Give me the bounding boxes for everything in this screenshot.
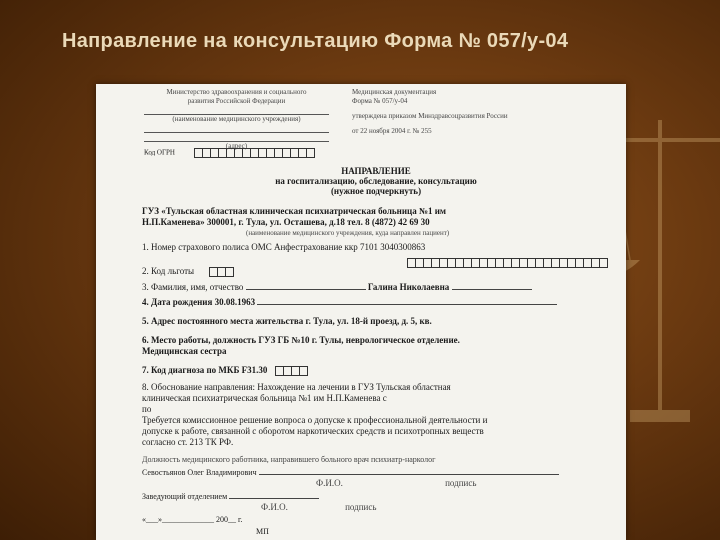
item-policy: [142, 242, 612, 253]
justification-line-5: допуске к работе, связанной с оборотом наркотических средств и психотропных веществ: [142, 426, 484, 436]
justification-line-1: 8. Обоснование направления: Нахождение на лечении в ГУЗ Тульская областная: [142, 382, 451, 392]
date-text: «___»_____________ 200__ г.: [142, 515, 243, 524]
benefit-label: 2. Код льготы: [142, 266, 195, 276]
diagnosis-code: 7. Код диагноза по МКБ F31.30: [142, 365, 268, 375]
doctor-captions: [316, 478, 576, 489]
order-date: от 22 ноября 2004 г. № 255: [352, 127, 432, 135]
doctor-signature-row: [142, 467, 612, 478]
institution-line-2: Н.П.Каменева» 300001, г. Тула, ул. Осташева, д.18 тел. 8 (4872) 42 69 30: [142, 217, 430, 227]
date-row: [142, 514, 612, 525]
head-captions: [261, 502, 461, 513]
target-institution: [142, 206, 602, 228]
justification-line-3: по: [142, 404, 152, 414]
item-birthdate: [142, 297, 612, 308]
fio-caption: Ф.И.О.: [316, 478, 343, 488]
approved-by: утверждена приказом Минздравсоцразвития России: [352, 112, 508, 120]
head-fio-caption: Ф.И.О.: [261, 502, 288, 512]
med-doc-label: Медицинская документация: [352, 88, 437, 96]
head-label: Заведующий отделением: [142, 492, 228, 501]
heading-subtitle: на госпитализацию, обследование, консультацию: [275, 176, 477, 186]
stamp-row: [256, 526, 626, 537]
address-caption: (адрес): [225, 142, 248, 150]
stamp-label: МП: [256, 527, 269, 536]
institution-line-1: ГУЗ «Тульская областная клиническая психиатрическая больница №1 им: [142, 206, 447, 216]
ministry-line-2: развития Российской Федерации: [187, 97, 286, 105]
document-heading: [236, 166, 516, 196]
sign-caption: подпись: [445, 478, 477, 488]
ogrn-label: Код ОГРН: [144, 148, 175, 157]
slide-title: Направление на консультацию Форма № 057/у-04: [62, 30, 569, 52]
address-text: 5. Адрес постоянного места жительства г. Тула, ул. 18-й проезд, д. 5, кв.: [142, 316, 432, 326]
head-of-department: [142, 491, 612, 502]
form-number: Форма № 057/у-04: [352, 97, 408, 105]
header-right: [352, 88, 602, 136]
name-label: 3. Фамилия, имя, отчество: [142, 282, 244, 292]
item-benefit-code: [142, 266, 612, 277]
heading-title: НАПРАВЛЕНИЕ: [341, 166, 411, 176]
justification-line-2: клиническая психиатрическая больница №1 им Н.П.Каменева с: [142, 393, 387, 403]
ogrn-boxes: [195, 148, 315, 158]
item-address: [142, 316, 612, 327]
institution-caption-top: (наименование медицинского учреждения): [172, 115, 301, 123]
institution-caption: (наименование медицинского учреждения, куда направлен пациент): [246, 229, 450, 237]
item-justification: [142, 382, 612, 448]
workplace-line-2: Медицинская сестра: [142, 346, 227, 356]
referral-form-document: [96, 84, 626, 540]
birthdate-text: 4. Дата рождения 30.08.1963: [142, 297, 256, 307]
header-left: [144, 88, 329, 151]
ogrn-row: [144, 148, 315, 158]
doctor-position: [142, 454, 612, 465]
doctor-name: Севостьянов Олег Владимирович: [142, 468, 257, 477]
justification-line-4: Требуется комиссионное решение вопроса о допуске к профессиональной деятельности и: [142, 415, 488, 425]
name-value: Галина Николаевна: [367, 282, 450, 292]
heading-note: (нужное подчеркнуть): [330, 186, 422, 196]
policy-text: 1. Номер страхового полиса ОМС Анфестрахование ккр 7101 3040300863: [142, 242, 426, 252]
doctor-position-text: Должность медицинского работника, направившего больного врач психиатр-нарколог: [142, 455, 436, 464]
ministry-line: Министерство здравоохранения и социального: [166, 88, 307, 96]
item-workplace: [142, 335, 612, 357]
justification-line-6: согласно ст. 213 ТК РФ.: [142, 437, 234, 447]
head-sign-caption: подпись: [345, 502, 377, 512]
item-diagnosis: [142, 365, 612, 376]
workplace-line-1: 6. Место работы, должность ГУЗ ГБ №10 г. Тулы, неврологическое отделение.: [142, 335, 460, 345]
item-full-name: [142, 282, 612, 293]
